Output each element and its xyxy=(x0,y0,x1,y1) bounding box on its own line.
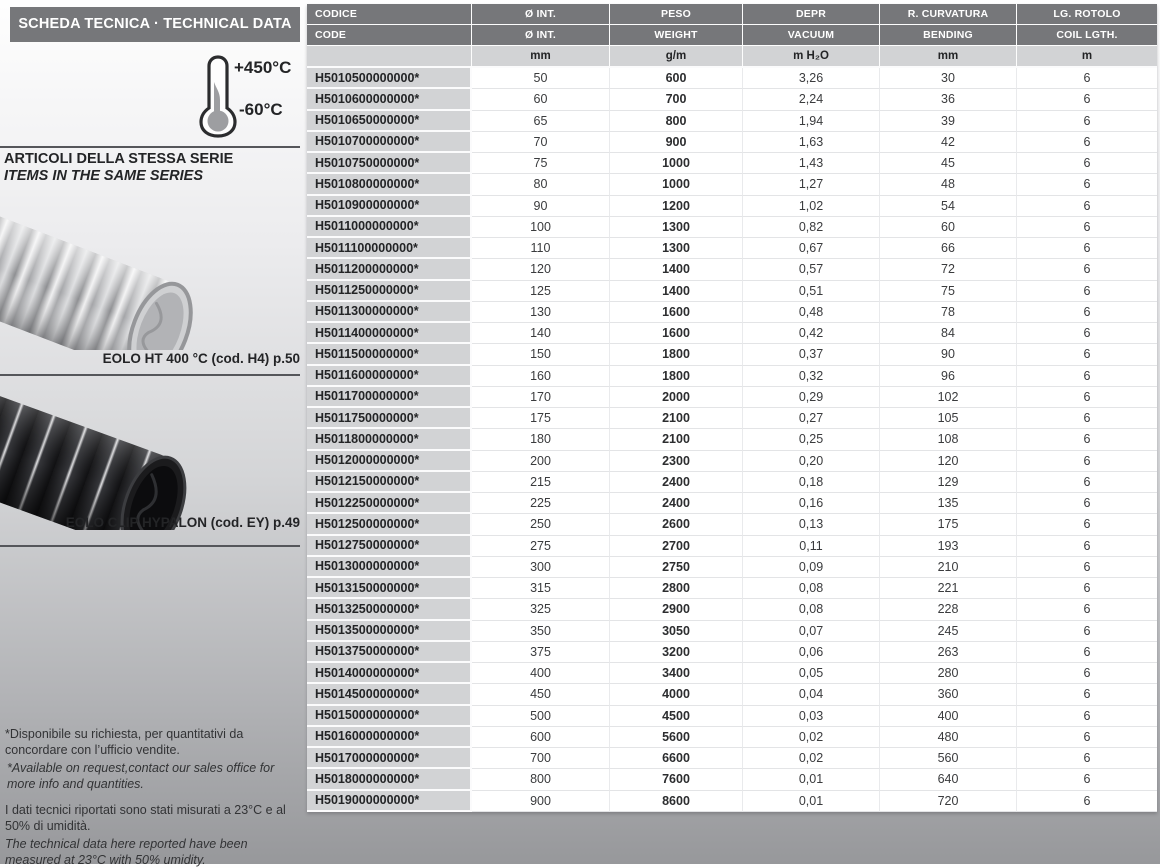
vacuum-cell: 0,07 xyxy=(743,621,880,642)
bending-cell: 36 xyxy=(880,89,1017,110)
table-row xyxy=(307,684,1157,705)
coil-length-cell: 6 xyxy=(1017,68,1157,89)
diameter-cell: 700 xyxy=(472,748,610,769)
product-image-eolo-clip xyxy=(0,382,300,530)
col-header-curvatura: R. CURVATURA xyxy=(880,4,1017,25)
bending-cell: 280 xyxy=(880,663,1017,684)
table-row xyxy=(307,451,1157,472)
col-header-code: CODE xyxy=(307,25,472,46)
vacuum-cell: 1,02 xyxy=(743,196,880,217)
table-header-row-it xyxy=(307,4,1157,25)
col-header-diameter: Ø INT. xyxy=(472,25,610,46)
bending-cell: 60 xyxy=(880,217,1017,238)
coil-length-cell: 6 xyxy=(1017,557,1157,578)
code-cell: H5011400000000* xyxy=(307,323,472,344)
vacuum-cell: 0,29 xyxy=(743,387,880,408)
vacuum-cell: 0,57 xyxy=(743,259,880,280)
code-cell: H5011000000000* xyxy=(307,217,472,238)
bending-cell: 42 xyxy=(880,132,1017,153)
code-cell: H5010900000000* xyxy=(307,196,472,217)
diameter-cell: 300 xyxy=(472,557,610,578)
weight-cell: 1000 xyxy=(610,153,743,174)
coil-length-cell: 6 xyxy=(1017,344,1157,365)
vacuum-cell: 1,43 xyxy=(743,153,880,174)
vacuum-cell: 0,08 xyxy=(743,578,880,599)
code-cell: H5017000000000* xyxy=(307,748,472,769)
code-cell: H5011600000000* xyxy=(307,366,472,387)
code-cell: H5012500000000* xyxy=(307,514,472,535)
bending-cell: 360 xyxy=(880,684,1017,705)
coil-length-cell: 6 xyxy=(1017,429,1157,450)
diameter-cell: 225 xyxy=(472,493,610,514)
diameter-cell: 180 xyxy=(472,429,610,450)
vacuum-cell: 0,02 xyxy=(743,748,880,769)
bending-cell: 480 xyxy=(880,727,1017,748)
code-cell: H5011750000000* xyxy=(307,408,472,429)
unit-code xyxy=(307,46,472,68)
diameter-cell: 140 xyxy=(472,323,610,344)
weight-cell: 2700 xyxy=(610,536,743,557)
table-row xyxy=(307,132,1157,153)
weight-cell: 1400 xyxy=(610,281,743,302)
col-header-codice: CODICE xyxy=(307,4,472,25)
bending-cell: 175 xyxy=(880,514,1017,535)
bending-cell: 45 xyxy=(880,153,1017,174)
coil-length-cell: 6 xyxy=(1017,514,1157,535)
vacuum-cell: 0,42 xyxy=(743,323,880,344)
weight-cell: 5600 xyxy=(610,727,743,748)
vacuum-cell: 0,82 xyxy=(743,217,880,238)
diameter-cell: 100 xyxy=(472,217,610,238)
code-cell: H5011500000000* xyxy=(307,344,472,365)
col-header-rotolo: LG. ROTOLO xyxy=(1017,4,1157,25)
diameter-cell: 250 xyxy=(472,514,610,535)
page-title: SCHEDA TECNICA · TECHNICAL DATA xyxy=(10,7,300,42)
diameter-cell: 65 xyxy=(472,111,610,132)
bending-cell: 84 xyxy=(880,323,1017,344)
code-cell: H5012250000000* xyxy=(307,493,472,514)
bending-cell: 102 xyxy=(880,387,1017,408)
coil-length-cell: 6 xyxy=(1017,323,1157,344)
weight-cell: 7600 xyxy=(610,769,743,790)
coil-length-cell: 6 xyxy=(1017,89,1157,110)
table-row xyxy=(307,153,1157,174)
vacuum-cell: 0,18 xyxy=(743,472,880,493)
vacuum-cell: 0,27 xyxy=(743,408,880,429)
weight-cell: 3400 xyxy=(610,663,743,684)
weight-cell: 1000 xyxy=(610,174,743,195)
table-row xyxy=(307,727,1157,748)
coil-length-cell: 6 xyxy=(1017,408,1157,429)
diameter-cell: 60 xyxy=(472,89,610,110)
code-cell: H5012150000000* xyxy=(307,472,472,493)
same-series-heading-it: ARTICOLI DELLA STESSA SERIE xyxy=(4,151,234,167)
table-row xyxy=(307,408,1157,429)
code-cell: H5012000000000* xyxy=(307,451,472,472)
code-cell: H5013000000000* xyxy=(307,557,472,578)
diameter-cell: 800 xyxy=(472,769,610,790)
weight-cell: 2400 xyxy=(610,472,743,493)
col-header-diametro: Ø INT. xyxy=(472,4,610,25)
diameter-cell: 375 xyxy=(472,642,610,663)
table-row xyxy=(307,536,1157,557)
table-row xyxy=(307,706,1157,727)
table-row xyxy=(307,302,1157,323)
diameter-cell: 150 xyxy=(472,344,610,365)
temperature-range xyxy=(198,52,308,140)
vacuum-cell: 0,51 xyxy=(743,281,880,302)
col-header-depr: DEPR xyxy=(743,4,880,25)
coil-length-cell: 6 xyxy=(1017,259,1157,280)
bending-cell: 48 xyxy=(880,174,1017,195)
bending-cell: 245 xyxy=(880,621,1017,642)
vacuum-cell: 0,01 xyxy=(743,769,880,790)
col-header-vacuum: VACUUM xyxy=(743,25,880,46)
code-cell: H5010750000000* xyxy=(307,153,472,174)
code-cell: H5011200000000* xyxy=(307,259,472,280)
coil-length-cell: 6 xyxy=(1017,281,1157,302)
code-cell: H5010600000000* xyxy=(307,89,472,110)
bending-cell: 228 xyxy=(880,599,1017,620)
technical-data-table xyxy=(307,4,1157,812)
coil-length-cell: 6 xyxy=(1017,153,1157,174)
code-cell: H5011800000000* xyxy=(307,429,472,450)
weight-cell: 1300 xyxy=(610,217,743,238)
coil-length-cell: 6 xyxy=(1017,387,1157,408)
table-row xyxy=(307,599,1157,620)
coil-length-cell: 6 xyxy=(1017,748,1157,769)
diameter-cell: 90 xyxy=(472,196,610,217)
weight-cell: 3050 xyxy=(610,621,743,642)
col-header-weight: WEIGHT xyxy=(610,25,743,46)
coil-length-cell: 6 xyxy=(1017,769,1157,790)
coil-length-cell: 6 xyxy=(1017,642,1157,663)
bending-cell: 263 xyxy=(880,642,1017,663)
diameter-cell: 175 xyxy=(472,408,610,429)
weight-cell: 4000 xyxy=(610,684,743,705)
table-row xyxy=(307,89,1157,110)
table-row xyxy=(307,323,1157,344)
bending-cell: 135 xyxy=(880,493,1017,514)
col-header-bending: BENDING xyxy=(880,25,1017,46)
coil-length-cell: 6 xyxy=(1017,536,1157,557)
divider xyxy=(0,545,300,547)
vacuum-cell: 0,37 xyxy=(743,344,880,365)
code-cell: H5011100000000* xyxy=(307,238,472,259)
weight-cell: 2900 xyxy=(610,599,743,620)
table-units-row xyxy=(307,46,1157,68)
temperature-min: -60°C xyxy=(239,100,283,119)
table-row xyxy=(307,259,1157,280)
vacuum-cell: 2,24 xyxy=(743,89,880,110)
product-image-eolo-ht xyxy=(0,198,300,350)
diameter-cell: 125 xyxy=(472,281,610,302)
bending-cell: 640 xyxy=(880,769,1017,790)
diameter-cell: 315 xyxy=(472,578,610,599)
diameter-cell: 170 xyxy=(472,387,610,408)
weight-cell: 1800 xyxy=(610,344,743,365)
coil-length-cell: 6 xyxy=(1017,366,1157,387)
vacuum-cell: 1,94 xyxy=(743,111,880,132)
bending-cell: 90 xyxy=(880,344,1017,365)
code-cell: H5015000000000* xyxy=(307,706,472,727)
thermometer-icon xyxy=(198,54,238,138)
divider xyxy=(0,374,300,376)
table-row xyxy=(307,493,1157,514)
coil-length-cell: 6 xyxy=(1017,217,1157,238)
code-cell: H5011300000000* xyxy=(307,302,472,323)
vacuum-cell: 1,27 xyxy=(743,174,880,195)
diameter-cell: 275 xyxy=(472,536,610,557)
coil-length-cell: 6 xyxy=(1017,196,1157,217)
unit-bending: mm xyxy=(880,46,1017,68)
vacuum-cell: 0,25 xyxy=(743,429,880,450)
vacuum-cell: 0,11 xyxy=(743,536,880,557)
diameter-cell: 70 xyxy=(472,132,610,153)
table-row xyxy=(307,344,1157,365)
bending-cell: 39 xyxy=(880,111,1017,132)
code-cell: H5013150000000* xyxy=(307,578,472,599)
same-series-heading-en: ITEMS IN THE SAME SERIES xyxy=(4,168,203,184)
table-row xyxy=(307,514,1157,535)
weight-cell: 900 xyxy=(610,132,743,153)
bending-cell: 193 xyxy=(880,536,1017,557)
table-row xyxy=(307,769,1157,790)
coil-length-cell: 6 xyxy=(1017,472,1157,493)
vacuum-cell: 0,06 xyxy=(743,642,880,663)
weight-cell: 600 xyxy=(610,68,743,89)
table-row xyxy=(307,387,1157,408)
diameter-cell: 600 xyxy=(472,727,610,748)
col-header-coil-length: COIL LGTH. xyxy=(1017,25,1157,46)
diameter-cell: 325 xyxy=(472,599,610,620)
bending-cell: 78 xyxy=(880,302,1017,323)
weight-cell: 2100 xyxy=(610,408,743,429)
table-row xyxy=(307,663,1157,684)
table-body xyxy=(307,68,1157,812)
code-cell: H5014000000000* xyxy=(307,663,472,684)
vacuum-cell: 0,48 xyxy=(743,302,880,323)
weight-cell: 2100 xyxy=(610,429,743,450)
diameter-cell: 400 xyxy=(472,663,610,684)
bending-cell: 72 xyxy=(880,259,1017,280)
code-cell: H5016000000000* xyxy=(307,727,472,748)
bending-cell: 120 xyxy=(880,451,1017,472)
vacuum-cell: 1,63 xyxy=(743,132,880,153)
coil-length-cell: 6 xyxy=(1017,238,1157,259)
table-row xyxy=(307,196,1157,217)
code-cell: H5014500000000* xyxy=(307,684,472,705)
weight-cell: 1200 xyxy=(610,196,743,217)
table-row xyxy=(307,472,1157,493)
vacuum-cell: 0,20 xyxy=(743,451,880,472)
table-row xyxy=(307,366,1157,387)
diameter-cell: 50 xyxy=(472,68,610,89)
vacuum-cell: 0,03 xyxy=(743,706,880,727)
diameter-cell: 215 xyxy=(472,472,610,493)
bending-cell: 221 xyxy=(880,578,1017,599)
bending-cell: 96 xyxy=(880,366,1017,387)
coil-length-cell: 6 xyxy=(1017,174,1157,195)
divider xyxy=(0,146,300,148)
code-cell: H5013250000000* xyxy=(307,599,472,620)
diameter-cell: 75 xyxy=(472,153,610,174)
bending-cell: 720 xyxy=(880,791,1017,812)
code-cell: H5013750000000* xyxy=(307,642,472,663)
diameter-cell: 200 xyxy=(472,451,610,472)
weight-cell: 2300 xyxy=(610,451,743,472)
temperature-max: +450°C xyxy=(234,58,292,77)
code-cell: H5019000000000* xyxy=(307,791,472,812)
product-caption-eolo-clip: EOLO CLIP HYPALON (cod. EY) p.49 xyxy=(65,515,300,530)
diameter-cell: 130 xyxy=(472,302,610,323)
vacuum-cell: 0,32 xyxy=(743,366,880,387)
col-header-peso: PESO xyxy=(610,4,743,25)
table-row xyxy=(307,281,1157,302)
table-row xyxy=(307,429,1157,450)
diameter-cell: 450 xyxy=(472,684,610,705)
bending-cell: 54 xyxy=(880,196,1017,217)
coil-length-cell: 6 xyxy=(1017,111,1157,132)
bending-cell: 210 xyxy=(880,557,1017,578)
bending-cell: 129 xyxy=(880,472,1017,493)
table-row xyxy=(307,748,1157,769)
vacuum-cell: 0,16 xyxy=(743,493,880,514)
weight-cell: 2600 xyxy=(610,514,743,535)
coil-length-cell: 6 xyxy=(1017,132,1157,153)
weight-cell: 6600 xyxy=(610,748,743,769)
vacuum-cell: 0,09 xyxy=(743,557,880,578)
diameter-cell: 500 xyxy=(472,706,610,727)
vacuum-cell: 0,05 xyxy=(743,663,880,684)
coil-length-cell: 6 xyxy=(1017,451,1157,472)
unit-diameter: mm xyxy=(472,46,610,68)
bending-cell: 105 xyxy=(880,408,1017,429)
coil-length-cell: 6 xyxy=(1017,599,1157,620)
vacuum-cell: 0,08 xyxy=(743,599,880,620)
weight-cell: 1400 xyxy=(610,259,743,280)
weight-cell: 700 xyxy=(610,89,743,110)
code-cell: H5018000000000* xyxy=(307,769,472,790)
diameter-cell: 350 xyxy=(472,621,610,642)
weight-cell: 2800 xyxy=(610,578,743,599)
table-row xyxy=(307,111,1157,132)
coil-length-cell: 6 xyxy=(1017,621,1157,642)
weight-cell: 1300 xyxy=(610,238,743,259)
code-cell: H5011700000000* xyxy=(307,387,472,408)
footnote-available-en: *Available on request,contact our sales office for more info and quantities. xyxy=(7,761,275,791)
code-cell: H5011250000000* xyxy=(307,281,472,302)
coil-length-cell: 6 xyxy=(1017,706,1157,727)
weight-cell: 2000 xyxy=(610,387,743,408)
table-row xyxy=(307,174,1157,195)
weight-cell: 1800 xyxy=(610,366,743,387)
weight-cell: 8600 xyxy=(610,791,743,812)
footnote-available-it: *Disponibile su richiesta, per quantitativi da concordare con l’ufficio vendite. xyxy=(5,727,244,757)
weight-cell: 3200 xyxy=(610,642,743,663)
vacuum-cell: 0,01 xyxy=(743,791,880,812)
weight-cell: 800 xyxy=(610,111,743,132)
code-cell: H5010500000000* xyxy=(307,68,472,89)
vacuum-cell: 0,02 xyxy=(743,727,880,748)
weight-cell: 2400 xyxy=(610,493,743,514)
table-row xyxy=(307,578,1157,599)
unit-coil-length: m xyxy=(1017,46,1157,68)
table-row xyxy=(307,68,1157,89)
coil-length-cell: 6 xyxy=(1017,684,1157,705)
bending-cell: 30 xyxy=(880,68,1017,89)
diameter-cell: 160 xyxy=(472,366,610,387)
coil-length-cell: 6 xyxy=(1017,578,1157,599)
footnotes xyxy=(5,726,303,868)
product-caption-eolo-ht: EOLO HT 400 °C (cod. H4) p.50 xyxy=(102,351,300,366)
unit-vacuum: m H₂O xyxy=(743,46,880,68)
bending-cell: 560 xyxy=(880,748,1017,769)
code-cell: H5010650000000* xyxy=(307,111,472,132)
coil-length-cell: 6 xyxy=(1017,302,1157,323)
bending-cell: 75 xyxy=(880,281,1017,302)
code-cell: H5010800000000* xyxy=(307,174,472,195)
table-row xyxy=(307,642,1157,663)
coil-length-cell: 6 xyxy=(1017,727,1157,748)
table-row xyxy=(307,621,1157,642)
code-cell: H5013500000000* xyxy=(307,621,472,642)
code-cell: H5012750000000* xyxy=(307,536,472,557)
weight-cell: 2750 xyxy=(610,557,743,578)
vacuum-cell: 0,04 xyxy=(743,684,880,705)
diameter-cell: 900 xyxy=(472,791,610,812)
table-header-row-en xyxy=(307,25,1157,46)
table-row xyxy=(307,791,1157,812)
coil-length-cell: 6 xyxy=(1017,791,1157,812)
coil-length-cell: 6 xyxy=(1017,493,1157,514)
vacuum-cell: 0,67 xyxy=(743,238,880,259)
same-series-heading xyxy=(4,151,300,185)
coil-length-cell: 6 xyxy=(1017,663,1157,684)
vacuum-cell: 0,13 xyxy=(743,514,880,535)
bending-cell: 66 xyxy=(880,238,1017,259)
weight-cell: 1600 xyxy=(610,302,743,323)
bending-cell: 108 xyxy=(880,429,1017,450)
sidebar xyxy=(0,0,305,867)
table-row xyxy=(307,238,1157,259)
footnote-measured-en: The technical data here reported have been measured at 23°C with 50% umidity. xyxy=(5,837,248,867)
table-row xyxy=(307,217,1157,238)
code-cell: H5010700000000* xyxy=(307,132,472,153)
weight-cell: 1600 xyxy=(610,323,743,344)
diameter-cell: 120 xyxy=(472,259,610,280)
bending-cell: 400 xyxy=(880,706,1017,727)
unit-weight: g/m xyxy=(610,46,743,68)
diameter-cell: 110 xyxy=(472,238,610,259)
table-row xyxy=(307,557,1157,578)
weight-cell: 4500 xyxy=(610,706,743,727)
footnote-measured-it: I dati tecnici riportati sono stati misurati a 23°C e al 50% di umidità. xyxy=(5,803,286,833)
vacuum-cell: 3,26 xyxy=(743,68,880,89)
diameter-cell: 80 xyxy=(472,174,610,195)
